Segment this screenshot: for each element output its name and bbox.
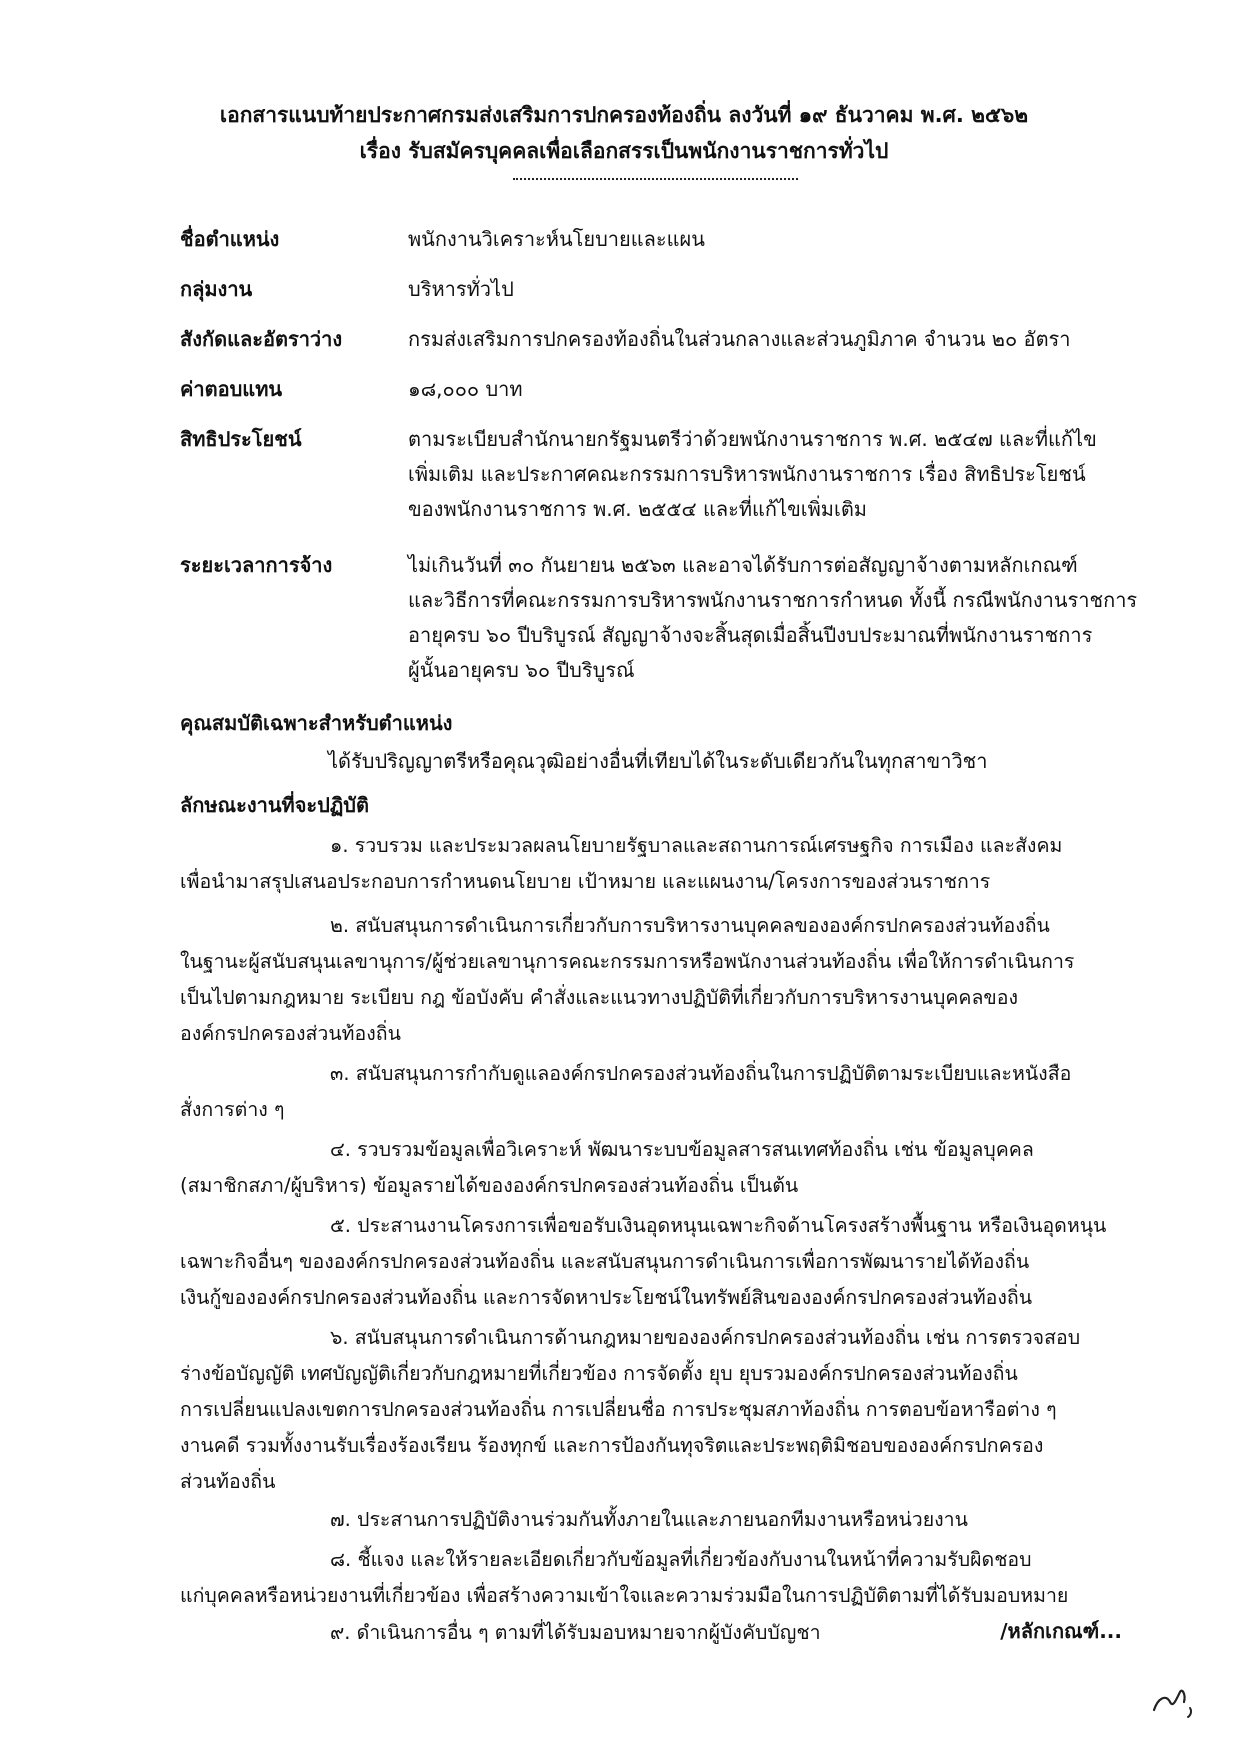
duty-line: (สมาชิกสภา/ผู้บริหาร) ข้อมูลรายได้ขององค์กรปกครองส่วนท้องถิ่น เป็นต้น (180, 1174, 799, 1197)
duty-line: ๘. ชี้แจง และให้รายละเอียดเกี่ยวกับข้อมูลที่เกี่ยวข้องกับงานในหน้าที่ความรับผิดชอบ (330, 1548, 1032, 1571)
duty-line: เฉพาะกิจอื่นๆ ขององค์กรปกครองส่วนท้องถิ่น และสนับสนุนการดำเนินการเพื่อการพัฒนารายได้ท้องถิ่น (180, 1250, 1030, 1273)
duty-item-2 (180, 908, 1128, 1052)
duty-line: ๕. ประสานงานโครงการเพื่อขอรับเงินอุดหนุนเฉพาะกิจด้านโครงสร้างพื้นฐาน หรือเงินอุดหนุน (330, 1214, 1107, 1237)
dotted-separator (513, 178, 798, 180)
duty-item-4 (180, 1132, 1128, 1204)
field-value-benefits (408, 422, 1128, 527)
duty-line: ๔. รวบรวมข้อมูลเพื่อวิเคราะห์ พัฒนาระบบข้อมูลสารสนเทศท้องถิ่น เช่น ข้อมูลบุคคล (330, 1138, 1034, 1161)
duty-line: เงินกู้ขององค์กรปกครองส่วนท้องถิ่น และการจัดหาประโยชน์ในทรัพย์สินขององค์กรปกครองส่วนท้องถิ่น (180, 1286, 1033, 1309)
duty-line: องค์กรปกครองส่วนท้องถิ่น (180, 1022, 401, 1045)
field-value-line: พนักงานวิเคราะห์นโยบายและแผน (408, 227, 705, 251)
duty-line: เป็นไปตามกฎหมาย ระเบียบ กฎ ข้อบังคับ คำสั่งและแนวทางปฏิบัติที่เกี่ยวกับการบริหารงานบุคคลของ (180, 986, 1018, 1009)
field-value-line: ผู้นั้นอายุครบ ๖๐ ปีบริบูรณ์ (408, 658, 635, 682)
field-value-line: อายุครบ ๖๐ ปีบริบูรณ์ สัญญาจ้างจะสิ้นสุดเมื่อสิ้นปีงบประมาณที่พนักงานราชการ (408, 623, 1093, 647)
field-value-line: ไม่เกินวันที่ ๓๐ กันยายน ๒๕๖๓ และอาจได้รับการต่อสัญญาจ้างตามหลักเกณฑ์ (408, 553, 1078, 577)
duty-item-7 (180, 1502, 1128, 1538)
duty-item-8 (180, 1542, 1128, 1614)
field-label-employment-period: ระยะเวลาการจ้าง (180, 553, 333, 577)
field-value-group (408, 272, 1128, 307)
field-value-line: กรมส่งเสริมการปกครองท้องถิ่นในส่วนกลางและส่วนภูมิภาค จำนวน ๒๐ อัตรา (408, 327, 1071, 351)
field-label-vacancy: สังกัดและอัตราว่าง (180, 327, 343, 351)
continued-marker: /หลักเกณฑ์... (1000, 1619, 1122, 1643)
field-value-line: เพิ่มเติม และประกาศคณะกรรมการบริหารพนักงานราชการ เรื่อง สิทธิประโยชน์ (408, 462, 1086, 486)
duty-line: ๑. รวบรวม และประมวลผลนโยบายรัฐบาลและสถานการณ์เศรษฐกิจ การเมือง และสังคม (330, 834, 1063, 857)
field-label-group: กลุ่มงาน (180, 277, 253, 301)
announcement-subject: เรื่อง รับสมัครบุคคลเพื่อเลือกสรรเป็นพนักงานราชการทั่วไป (359, 139, 889, 163)
duty-line: ๙. ดำเนินการอื่น ๆ ตามที่ได้รับมอบหมายจากผู้บังคับบัญชา (330, 1621, 821, 1644)
field-value-line: ๑๘,๐๐๐ บาท (408, 377, 523, 401)
field-value-salary (408, 372, 1128, 407)
field-label-salary: ค่าตอบแทน (180, 377, 283, 401)
duty-line: สั่งการต่าง ๆ (180, 1098, 285, 1121)
signature-mark (1150, 1680, 1200, 1720)
duty-line: ร่างข้อบัญญัติ เทศบัญญัติเกี่ยวกับกฎหมายที่เกี่ยวข้อง การจัดตั้ง ยุบ ยุบรวมองค์กรปกครองส่วนท้องถิ่น (180, 1362, 1018, 1385)
duty-line: เพื่อนำมาสรุปเสนอประกอบการกำหนดนโยบาย เป้าหมาย และแผนงาน/โครงการของส่วนราชการ (180, 870, 991, 893)
field-label-benefits: สิทธิประโยชน์ (180, 427, 302, 451)
field-value-position (408, 222, 1128, 257)
duty-item-6 (180, 1320, 1128, 1500)
announcement-title: เอกสารแนบท้ายประกาศกรมส่งเสริมการปกครองท้องถิ่น ลงวันที่ ๑๙ ธันวาคม พ.ศ. ๒๕๖๒ (219, 103, 1029, 127)
duty-line: ๗. ประสานการปฏิบัติงานร่วมกันทั้งภายในและภายนอกทีมงานหรือหน่วยงาน (330, 1508, 968, 1531)
field-value-line: ตามระเบียบสำนักนายกรัฐมนตรีว่าด้วยพนักงานราชการ พ.ศ. ๒๕๔๗ และที่แก้ไข (408, 427, 1097, 451)
duties-heading: ลักษณะงานที่จะปฏิบัติ (180, 793, 369, 817)
duty-item-3 (180, 1056, 1128, 1128)
duty-line: การเปลี่ยนแปลงเขตการปกครองส่วนท้องถิ่น การเปลี่ยนชื่อ การประชุมสภาท้องถิ่น การตอบข้อหารือต่าง ๆ (180, 1398, 1057, 1421)
duty-line: งานคดี รวมทั้งงานรับเรื่องร้องเรียน ร้องทุกข์ และการป้องกันทุจริตและประพฤติมิชอบขององค์กรปกครอง (180, 1434, 1044, 1457)
duty-item-5 (180, 1208, 1128, 1316)
field-value-employment-period (408, 548, 1138, 688)
duty-item-9 (180, 1618, 1128, 1648)
duty-line: ส่วนท้องถิ่น (180, 1470, 276, 1493)
field-value-line: และวิธีการที่คณะกรรมการบริหารพนักงานราชการกำหนด ทั้งนี้ กรณีพนักงานราชการ (408, 588, 1138, 612)
duty-line: ๒. สนับสนุนการดำเนินการเกี่ยวกับการบริหารงานบุคคลขององค์กรปกครองส่วนท้องถิ่น (330, 914, 1050, 937)
duty-line: ๓. สนับสนุนการกำกับดูแลองค์กรปกครองส่วนท้องถิ่นในการปฏิบัติตามระเบียบและหนังสือ (330, 1062, 1072, 1085)
field-value-line: ของพนักงานราชการ พ.ศ. ๒๕๕๔ และที่แก้ไขเพิ่มเติม (408, 497, 867, 521)
duty-line: ในฐานะผู้สนับสนุนเลขานุการ/ผู้ช่วยเลขานุการคณะกรรมการหรือพนักงานส่วนท้องถิ่น เพื่อให้การดำเนินการ (180, 950, 1075, 973)
qualification-text: ได้รับปริญญาตรีหรือคุณวุฒิอย่างอื่นที่เทียบได้ในระดับเดียวกันในทุกสาขาวิชา (328, 749, 988, 773)
duty-line: แก่บุคคลหรือหน่วยงานที่เกี่ยวข้อง เพื่อสร้างความเข้าใจและความร่วมมือในการปฏิบัติตามที่ได้รับมอบหมาย (180, 1584, 1069, 1607)
qualification-heading: คุณสมบัติเฉพาะสำหรับตำแหน่ง (180, 711, 453, 735)
duty-item-1 (180, 828, 1128, 900)
field-label-position: ชื่อตำแหน่ง (180, 227, 280, 251)
field-value-line: บริหารทั่วไป (408, 277, 514, 301)
duty-line: ๖. สนับสนุนการดำเนินการด้านกฎหมายขององค์กรปกครองส่วนท้องถิ่น เช่น การตรวจสอบ (330, 1326, 1081, 1349)
field-value-vacancy (408, 322, 1128, 357)
